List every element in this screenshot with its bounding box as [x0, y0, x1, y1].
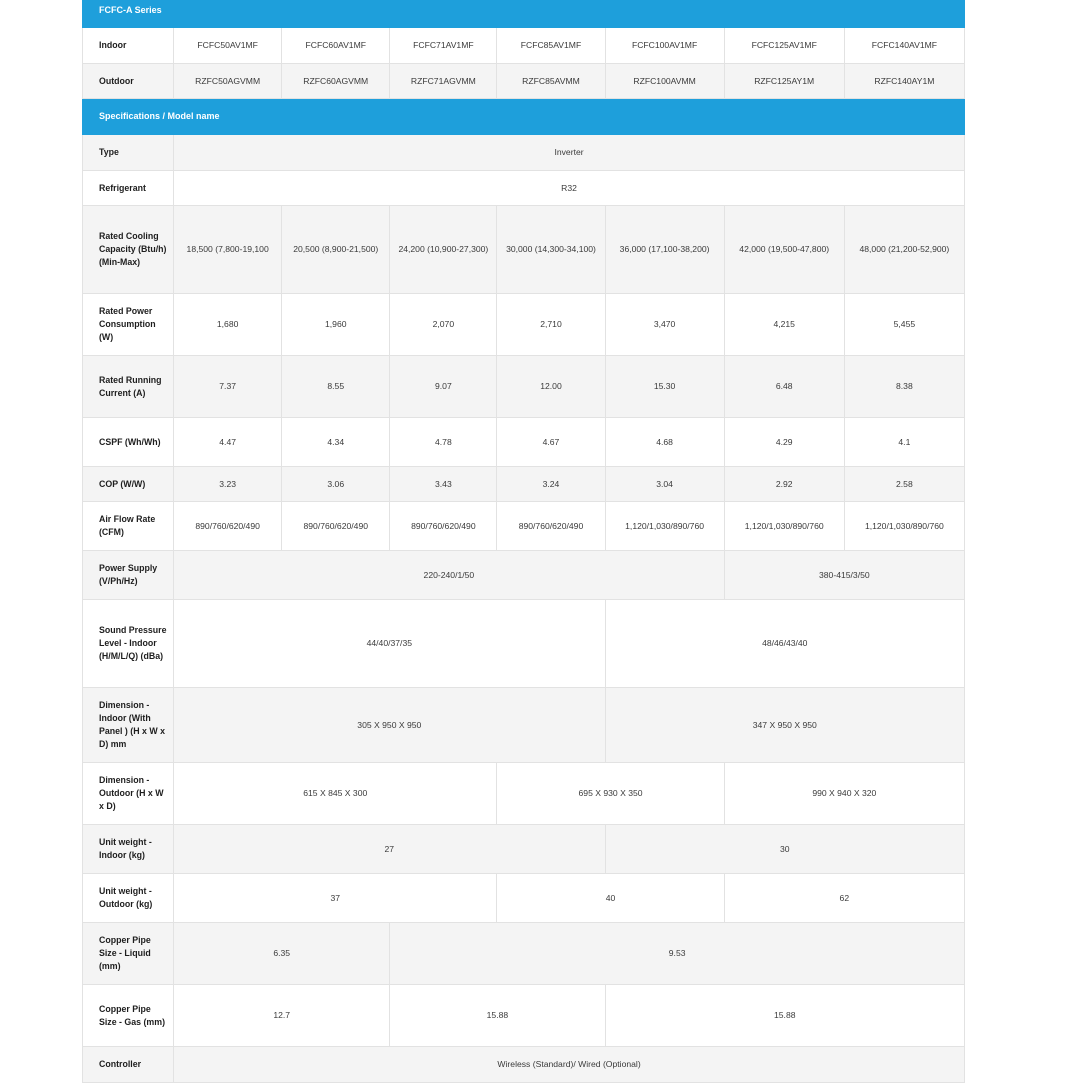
air-flow-cell: 890/760/620/490	[497, 502, 605, 551]
air-flow-cell: 890/760/620/490	[282, 502, 390, 551]
refrigerant-row	[83, 171, 965, 206]
indoor-model: FCFC60AV1MF	[282, 28, 390, 64]
air-flow-cell: 1,120/1,030/890/760	[724, 502, 844, 551]
dimension-outdoor-cell: 990 X 940 X 320	[724, 763, 964, 825]
type-value: Inverter	[174, 135, 965, 171]
weight-indoor-cell: 30	[605, 825, 964, 874]
outdoor-model: RZFC71AGVMM	[390, 64, 497, 99]
capacity-cell: 24,200 (10,900-27,300)	[390, 206, 497, 294]
air-flow-cell: 1,120/1,030/890/760	[844, 502, 964, 551]
cspf-cell: 4.78	[390, 418, 497, 467]
capacity-cell: 36,000 (17,100-38,200)	[605, 206, 724, 294]
outdoor-row	[83, 64, 965, 99]
row-label: Rated Cooling Capacity (Btu/h) (Min-Max)	[83, 206, 174, 294]
dimension-outdoor-row	[83, 763, 965, 825]
air-flow-row	[83, 502, 965, 551]
pipe-liquid-cell: 6.35	[174, 923, 390, 985]
cop-cell: 3.43	[390, 467, 497, 502]
pipe-gas-cell: 15.88	[390, 985, 605, 1047]
cop-cell: 3.23	[174, 467, 282, 502]
dimension-indoor-cell: 305 X 950 X 950	[174, 688, 605, 763]
weight-outdoor-cell: 37	[174, 874, 497, 923]
weight-outdoor-cell: 40	[497, 874, 724, 923]
capacity-cell: 48,000 (21,200-52,900)	[844, 206, 964, 294]
row-label: Dimension - Indoor (With Panel ) (H x W x D) mm	[83, 688, 174, 763]
row-label: CSPF (Wh/Wh)	[83, 418, 174, 467]
spec-header-row	[83, 99, 965, 135]
row-label: Copper Pipe Size - Gas (mm)	[83, 985, 174, 1047]
outdoor-model: RZFC140AY1M	[844, 64, 964, 99]
cooling-capacity-row	[83, 206, 965, 294]
outdoor-model: RZFC100AVMM	[605, 64, 724, 99]
row-label: Indoor	[83, 28, 174, 64]
series-title: FCFC-A Series	[83, 0, 965, 28]
capacity-cell: 30,000 (14,300-34,100)	[497, 206, 605, 294]
sound-pressure-cell: 44/40/37/35	[174, 600, 605, 688]
indoor-model: FCFC125AV1MF	[724, 28, 844, 64]
row-label: Unit weight - Outdoor (kg)	[83, 874, 174, 923]
current-cell: 7.37	[174, 356, 282, 418]
row-label: Power Supply (V/Ph/Hz)	[83, 551, 174, 600]
capacity-cell: 42,000 (19,500-47,800)	[724, 206, 844, 294]
cspf-cell: 4.34	[282, 418, 390, 467]
row-label: Rated Power Consumption (W)	[83, 294, 174, 356]
power-cell: 2,710	[497, 294, 605, 356]
weight-indoor-row	[83, 825, 965, 874]
power-consumption-row	[83, 294, 965, 356]
row-label: COP (W/W)	[83, 467, 174, 502]
dimension-outdoor-cell: 615 X 845 X 300	[174, 763, 497, 825]
sound-pressure-row	[83, 600, 965, 688]
current-cell: 12.00	[497, 356, 605, 418]
current-cell: 6.48	[724, 356, 844, 418]
power-supply-row	[83, 551, 965, 600]
row-label: Dimension - Outdoor (H x W x D)	[83, 763, 174, 825]
cop-cell: 3.06	[282, 467, 390, 502]
power-supply-cell: 220-240/1/50	[174, 551, 725, 600]
outdoor-model: RZFC50AGVMM	[174, 64, 282, 99]
weight-outdoor-cell: 62	[724, 874, 964, 923]
weight-indoor-cell: 27	[174, 825, 605, 874]
power-cell: 4,215	[724, 294, 844, 356]
capacity-cell: 20,500 (8,900-21,500)	[282, 206, 390, 294]
pipe-gas-row	[83, 985, 965, 1047]
cspf-cell: 4.1	[844, 418, 964, 467]
sound-pressure-cell: 48/46/43/40	[605, 600, 964, 688]
weight-outdoor-row	[83, 874, 965, 923]
dimension-outdoor-cell: 695 X 930 X 350	[497, 763, 724, 825]
dimension-indoor-row	[83, 688, 965, 763]
cop-row	[83, 467, 965, 502]
row-label: Sound Pressure Level - Indoor (H/M/L/Q) (dBa)	[83, 600, 174, 688]
pipe-gas-cell: 12.7	[174, 985, 390, 1047]
row-label: Type	[83, 135, 174, 171]
cspf-cell: 4.68	[605, 418, 724, 467]
row-label: Air Flow Rate (CFM)	[83, 502, 174, 551]
cspf-cell: 4.47	[174, 418, 282, 467]
cop-cell: 2.58	[844, 467, 964, 502]
cop-cell: 3.04	[605, 467, 724, 502]
air-flow-cell: 890/760/620/490	[390, 502, 497, 551]
current-cell: 15.30	[605, 356, 724, 418]
cspf-cell: 4.29	[724, 418, 844, 467]
row-label: Refrigerant	[83, 171, 174, 206]
air-flow-cell: 1,120/1,030/890/760	[605, 502, 724, 551]
type-row	[83, 135, 965, 171]
power-cell: 2,070	[390, 294, 497, 356]
power-cell: 1,680	[174, 294, 282, 356]
refrigerant-value: R32	[174, 171, 965, 206]
pipe-liquid-row	[83, 923, 965, 985]
outdoor-model: RZFC125AY1M	[724, 64, 844, 99]
current-cell: 8.38	[844, 356, 964, 418]
air-flow-cell: 890/760/620/490	[174, 502, 282, 551]
row-label: Outdoor	[83, 64, 174, 99]
spec-table	[82, 0, 965, 1083]
current-cell: 8.55	[282, 356, 390, 418]
capacity-cell: 18,500 (7,800-19,100	[174, 206, 282, 294]
cop-cell: 3.24	[497, 467, 605, 502]
row-label: Rated Running Current (A)	[83, 356, 174, 418]
indoor-model: FCFC50AV1MF	[174, 28, 282, 64]
indoor-model: FCFC100AV1MF	[605, 28, 724, 64]
power-supply-cell: 380-415/3/50	[724, 551, 964, 600]
pipe-liquid-cell: 9.53	[390, 923, 965, 985]
power-cell: 5,455	[844, 294, 964, 356]
running-current-row	[83, 356, 965, 418]
row-label: Unit weight - Indoor (kg)	[83, 825, 174, 874]
cop-cell: 2.92	[724, 467, 844, 502]
power-cell: 1,960	[282, 294, 390, 356]
current-cell: 9.07	[390, 356, 497, 418]
pipe-gas-cell: 15.88	[605, 985, 964, 1047]
outdoor-model: RZFC85AVMM	[497, 64, 605, 99]
controller-value: Wireless (Standard)/ Wired (Optional)	[174, 1047, 965, 1083]
outdoor-model: RZFC60AGVMM	[282, 64, 390, 99]
spec-header: Specifications / Model name	[83, 99, 965, 135]
series-header-row	[83, 0, 965, 28]
controller-row	[83, 1047, 965, 1083]
indoor-row	[83, 28, 965, 64]
dimension-indoor-cell: 347 X 950 X 950	[605, 688, 964, 763]
indoor-model: FCFC85AV1MF	[497, 28, 605, 64]
cspf-row	[83, 418, 965, 467]
indoor-model: FCFC140AV1MF	[844, 28, 964, 64]
row-label: Copper Pipe Size - Liquid (mm)	[83, 923, 174, 985]
cspf-cell: 4.67	[497, 418, 605, 467]
row-label: Controller	[83, 1047, 174, 1083]
power-cell: 3,470	[605, 294, 724, 356]
indoor-model: FCFC71AV1MF	[390, 28, 497, 64]
